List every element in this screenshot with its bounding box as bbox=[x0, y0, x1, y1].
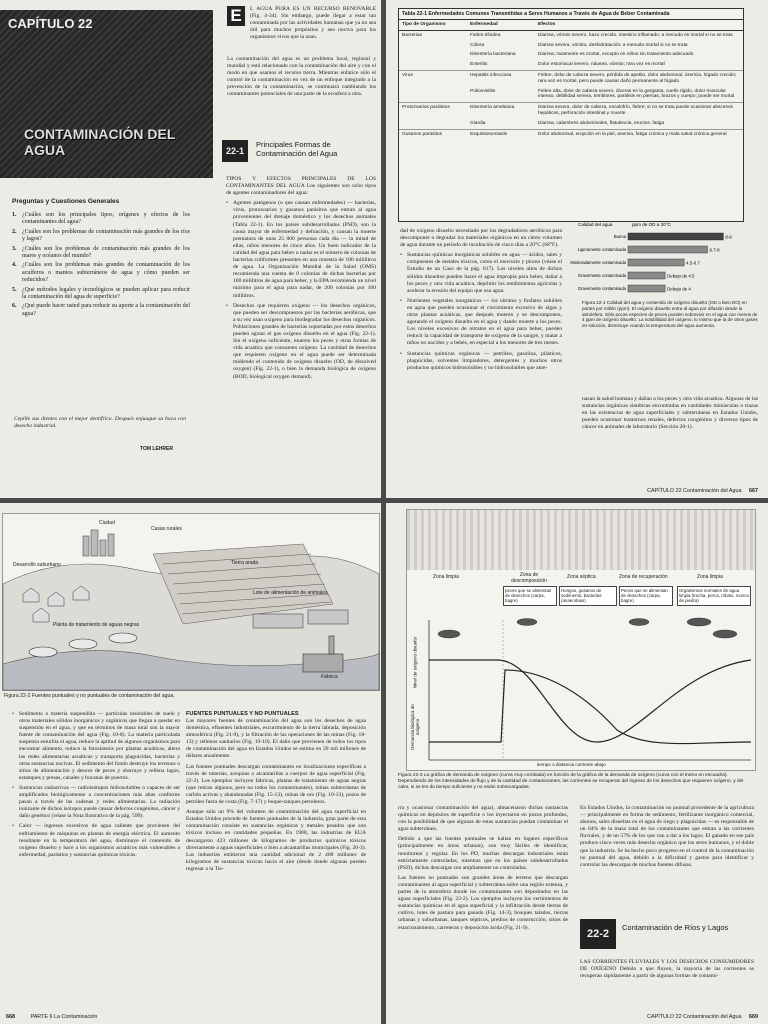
chart-bar-label: Debajo de 4 bbox=[667, 286, 691, 292]
table-row: Poliomielitis Fiebre alta, dolor de cabeza severo, úlceras en la garganta, cuello rígido, dolor muscular intenso, debilidad severa, temblores, parálisis en piernas, brazos y cuerpo; puede ser mortal bbox=[470, 88, 735, 100]
page-top-left bbox=[0, 0, 381, 498]
page-bottom-right bbox=[386, 503, 768, 1024]
chart-bar bbox=[628, 285, 665, 292]
table-row: Protozoarios parásitos Disentería amebiana Diarrea severa, dolor de cabeza, escalofrío, fiebre; si no se trata puede ocasionar abscesos hepáticos, perforación intestinal y muerte bbox=[399, 103, 743, 119]
intro-paragraph: L AGUA PURA ES UN RECURSO RENOVABLE (Fig. 4-34). Sin embargo, puede llegar a estar tan contaminada por las actividades humanas que ya no sea útil para muchos propósitos y sea nociva para los organismos vivos que la usan. bbox=[250, 6, 376, 41]
chart-bar-label: 8-9 bbox=[725, 234, 732, 240]
zone-label: Zona limpia bbox=[433, 574, 459, 580]
chart-bar bbox=[628, 233, 723, 240]
label-urban: Casas rurales bbox=[151, 526, 182, 532]
oxygen-curves bbox=[407, 510, 755, 770]
label-plant: Planta de tratamiento de aguas negras bbox=[53, 622, 140, 628]
zone-label: Zona de recuperación bbox=[619, 574, 668, 580]
right-column-text: En Estados Unidos, la contaminación no puntual procedente de la agricultura — principalmente en forma de sedimento, fertilizante inorgánico comercial, abonos, sales disueltas en el agua de riego y plaguicidas — es responsable de un 64% de la masa total de los contaminantes que entran a las corrientes fluviales, y de un 57% de los que van a dar a los lagos. El ganado en ese país produce cinco veces más desecho orgánico que los seres humanos, y el doble que la industria. Se ha hecho poco progreso en el control de la contaminación no puntual del agua, debido a la dificultad y gastos para identificar y controlar las descargas de muchas fuentes difusas. bbox=[580, 805, 754, 868]
question-item: 6. ¿Qué puede hacer usted para reducir su aporte a la contaminación del agua? bbox=[12, 303, 190, 317]
zone-label: Zona séptica bbox=[567, 574, 596, 580]
fauna-box: peces que se alimentan de desechos (carpa, bagre) bbox=[503, 586, 557, 606]
right-column-text: FUENTES PUNTUALES Y NO PUNTUALES Las mayores fuentes de contaminación del agua son los desechos de agua doméstica, efluentes industriales, escurrimiento de la tierra labrada, deposición atmosférica (Fig. 21-9), y la filtración de las operaciones de las minas (Fig. 18-13) y rellenos sanitarios (Fig. 19-10). El daño que provienen de todos los tipos de contaminación del agua en Estados Unidos se estima en 20 mil millones de dólares anualmente. Las fuentes puntuales descargan contaminantes en localizaciones específicas a través de tuberías, acequias o alcantarillas a cuerpos de agua superficial (Fig. 22-2). Los ejemplos incluyen fábricas, plantas de tratamiento de aguas negras (que retiran algunos, pero no todos los contaminantes), minas subterráneas de carbón activas y abandonadas (Fig. 15-13), minas de oro (Fig. 10-13), pozos de petróleo fuera de costa (Fig. 7-17) y buque-tanques petroleros. Aunque sólo un 9% del volumen de contaminación del agua superficial en Estados Unidos procede de fuentes puntuales de la industria, gran parte de esta contaminación consiste en sustancias orgánicas y metales pesados que son tóxicos incluso en cantidades pequeñas. En 1988, las industrias de EUA descargaron 423 millones de kilogramos de productos químicos tóxicos directamente a aguas superficiales o bien a alcantarillas municipales (Fig. 20-3). Las industrias emitieron una cantidad adicional de 2 400 millones de kilogramos de sustancias tóxicas hacia el aire (desde donde algunas pueden regresar a la Tie- bbox=[186, 711, 366, 872]
right-column-text: LAS CORRIENTES FLUVIALES Y LOS DESECHOS CONSUMIDORES DE OXÍGENO Debido a que fluyen, la mayoría de las corrientes se recuperan rápidamente a partir de algunas formas de contami- bbox=[580, 959, 754, 980]
chart-bar bbox=[628, 259, 684, 266]
fauna-box: Peces que se alimentan de desechos (carpa, bagre) bbox=[619, 586, 673, 606]
label-city: Ciudad bbox=[99, 520, 115, 526]
disease-table bbox=[398, 8, 744, 222]
figure-caption: Figura 22-3 La gráfica de demanda de oxígeno (curva muy combada) en función de la gráfica de la demanda de oxígeno (curva con el tramo en escuadra). Dependiendo de los intensidades de flujo y de la cantidad de contaminantes, las corrientes se recuperan del ingreso de los desechos que requieren oxígeno, y del calor, si se les da tiempo suficiente y no están sobrecargadas. bbox=[398, 773, 744, 790]
chart-bar-label: 6.7-8 bbox=[709, 247, 720, 253]
body-text: TIPOS Y EFECTOS PRINCIPALES DE LOS CONTAMINANTES DEL AGUA Los siguientes son ocho tipos de agentes contaminadores del agua: • Agentes patógenos (o que causan enfermedades) — bacterias, virus, protozoarios y gusanos parásitos que entran al agua provenientes del drenaje doméstico y los desechos animales (Tabla 22-1). En los países subdesarrollados (PSD), son la causa mayor de enfermedad y defunción, y causan la muerte prematura de unas 25 000 personas cada día — la mitad de ellas, niños menores de cinco años. Un buen indicador de la calidad del agua para beber o nadar es el número de colonias de bacterias coliformes presentes en una muestra de 100 mililitros de agua. La Organización Mundial de la Salud (OMS) recomienda una cuenta de 0 colonias de dichas bacterias por 100 mililitros de agua para beber, y la EPA recomienda un nivel máximo para el agua para nadar, de 200 colonias por 100 mililitros. • Desechos que requieren oxígeno — los desechos orgánicos, que pueden ser descompuestos por las bacterias aeróbicas, que a su vez usan oxígeno para biodegradar los desechos orgánicos. Poblaciones grandes de bacterias soportadas por estos desechos pueden agotar el gas oxígeno disuelto en el agua (Fig. 22-1). Sin el oxígeno suficiente, mueren los peces y otras formas de vida acuática que consumen oxígeno. La cantidad de desechos que requieren oxígeno en el agua puede ser determinada midiendo el contenido de oxígeno disuelto (OD, de dissolved oxygen) (Fig. 22-1), o bien la demanda biológica de oxígeno (BOD, biological oxygen demand). bbox=[226, 176, 376, 494]
page-footer: CAPÍTULO 22 Contaminación del Agua 669 bbox=[647, 1014, 758, 1020]
page-footer: 668 PARTE 6 La Contaminación bbox=[6, 1014, 98, 1020]
chart-category-label: Moderadamente contaminada bbox=[570, 260, 626, 265]
chart-xlabel: ppm de OD a 20°C bbox=[632, 222, 671, 227]
landscape-illustration bbox=[2, 513, 380, 691]
label-farm: Tierra arada bbox=[231, 560, 259, 566]
quote: Cepille sus dientes con el mejor dentífrico. Después enjuague su boca con desecho industrial. bbox=[14, 416, 186, 430]
fauna-box: Organismos normales de agua limpia (trucha, perca, róbalo, mosca de piedra) bbox=[677, 586, 751, 606]
page-footer: CAPÍTULO 22 Contaminación del Agua 667 bbox=[647, 488, 758, 494]
figure-caption: Figura 22-2 Fuentes puntuales y no puntuales de contaminación del agua. bbox=[4, 693, 175, 699]
page-bottom-left bbox=[0, 503, 381, 1024]
chart-bar-label: 4.5-6.7 bbox=[686, 260, 700, 266]
chart-category-label: Ligeramente contaminada bbox=[577, 247, 626, 252]
table-row: Gusanos parásitos Esquistosomiasis Dolor abdominal, erupción en la piel, anemia, fatiga crónica y mala salud crónica general bbox=[399, 129, 743, 139]
chart-category-label: Gravemente contaminada bbox=[577, 273, 626, 278]
chart-bar bbox=[628, 272, 665, 279]
chart-bar bbox=[628, 246, 708, 253]
page-top-right bbox=[386, 0, 768, 498]
chart-ylabel: Calidad del agua bbox=[578, 222, 613, 227]
left-column-text: dad de oxígeno disuelto necesitado por los degradadores aeróbicos para descomponer o degradar los materiales orgánicos en un cierto volumen de agua durante un período de incubación de cinco días a 20°C (68°F). • Sustancias químicas inorgánicas solubles en agua — ácidos, sales y compuestos de metales tóxicos, como el mercurio y plomo (véase el Estudio de un Caso de la pág. 617). Los niveles altos de dichos sólidos disueltos pueden hacer el agua impropia para beber, dañar a los peces y otra vida acuática, deprimir los rendimientos agrícolas y acelerar la erosión del equipo que usa agua. • Nutrientes vegetales inorgánicos — los nitratos y fosfatos solubles en agua que pueden ocasionar el crecimiento excesivo de algas y otras plantas acuáticas, que después mueren y se descomponen, agotando el oxígeno disuelto en el agua y dando muerte a los peces. Los niveles excesivos de nitratos en el agua para beber, pueden reducir la capacidad de transporte de oxígeno de la sangre, y matar a niños no nacidos y a bebés, en especial a los menores de tres meses. • Sustancias químicas orgánicas — petróleo, gasolina, plásticos, plaguicidas, solventes limpiadores, detergentes y muchos otros productos químicos hidrosolubles y no hidrosolubles que ame- bbox=[400, 228, 562, 486]
table-row: Giardia Diarrea, calambres abdominales, flatulencia, eructos, fatiga bbox=[470, 120, 665, 126]
col-header: Tipo de Organismo bbox=[402, 22, 446, 27]
left-column-text: rra y ocasionar contaminación del agua), almacenaron dichas sustancias químicas en depósitos de superficie o los inyectaron en pozos profundos, con la posibilidad de que algunas de estas sustancias puedan contaminar el agua subterránea. Debido a que las fuentes puntuales se hallan en lugares específicos (principalmente en áreas urbanas), son muy fáciles de identificar, monitorear y regular. En los PD, muchas descargas industriales están estrictamente controladas, mientras que en los países subdesarrollados (PSD), dichas descargas son ampliamente no controladas. Las fuentes no puntuales son grandes áreas de terreno que descargan contaminantes al agua superficial y subterránea sobre una región extensa, y partes de la atmósfera donde los contaminantes son depositados en las aguas superficiales (Fig. 22-2). Los ejemplos incluyen los vertimientos de sustancias químicas en el agua superficial y la infiltración desde tierras de cultivo, lotes de pastura para ganado (Fig. 14-3), bosques talados, tierras urbanas y suburbanas, tanques sépticos, predios de construcción, sitios de estacionamiento, carreteras y deposición ácida (Fig. 21-9). bbox=[398, 805, 568, 931]
fauna-box: Hongos, gusanos de sedimento, bacterias (anaerobias) bbox=[559, 586, 617, 606]
label-suburb: Desarrollo suburbano bbox=[13, 562, 61, 568]
chapter-banner bbox=[0, 10, 213, 178]
left-column-text: • Sedimento o materia suspendida — partículas insolubles de suelo y otros materiales sólidos inorgánicos y orgánicos que llegan a quedar en suspensión en el agua, y que en términos de masa total son la mayor fuente de contaminación del agua (Fig. 10-8). La materia particulada suspensa enturbia el agua, reduce la aptitud de algunos organismos para encontrar alimento, reduce la fotosíntesis por plantas acuáticas, altera las redes alimentarias acuáticas y transporta plaguicidas, bacterias y otras sustancias nocivas. El sedimento del fondo destruye los terrenos o sitios de alimentación y desove de peces y obstruye y rellena lagos, estanques y presas, canales y bocanas de puertos. • Sustancias radiactivas — radioisótopos hidrosolubles o capaces de ser amplificados biológicamente a concentraciones más altas conforme pasan a través de las cadenas y redes alimentarias. La radiación ionizante de dichos isótopos puede causar defectos congénitos, cáncer y daño genético (véase la Nota Ilustrativa de la pág. 599). • Calor — ingresos excesivos de agua caliente que provienen del enfriamiento de máquinas en plantas de energía eléctrica. El aumento resultante en la temperatura del agua, disminuye el contenido de oxígeno disuelto y hace a los organismos acuáticos más vulnerables a enfermedad, parásitos y sustancias químicas tóxicas. bbox=[12, 711, 180, 1001]
col-header: Efectos bbox=[538, 22, 556, 27]
questions-list bbox=[12, 212, 190, 320]
right-column-text: nazan la salud humana y dañan a los peces y otra vida acuática. Algunas de las sustancias orgánicas sintéticas encontradas en cantidades minúsculas o trazas en las existencias de agua superficiales y subterráneas en Estados Unidos, pueden ocasionar trastornos renales, defectos congénitos y diversos tipos de cáncer en animales de laboratorio (Sección 20-1). bbox=[582, 396, 758, 431]
intro-paragraph: La contaminación del agua es un problema local, regional y mundial y está relacionado con la contaminación del aire y con el modo en que usamos el recurso tierra. Mientras enfatice sólo el control de la contaminación en vez de un enfoque integrado a la prevención de la contaminación, se continuará cambiando los contaminantes potenciales de una parte de la ecosfera a otra. bbox=[227, 56, 376, 98]
stream-diagram bbox=[406, 509, 756, 771]
question-item: 2. ¿Cuáles son los problemas de contaminación más grandes de los ríos y lagos? bbox=[12, 228, 190, 243]
question-item: 3. ¿Cuáles son los problemas de contaminación más grandes de los mares y océanos del mundo? bbox=[12, 245, 190, 260]
question-item: 1. ¿Cuáles son los principales tipos, orígenes y efectos de los contaminantes del agua? bbox=[12, 212, 190, 226]
section-number: 22-1 bbox=[222, 140, 248, 162]
y-axis-label-top: Nivel de oxígeno disuelto bbox=[412, 636, 418, 689]
chart-category-label: Gravemente contaminada bbox=[577, 286, 626, 291]
section-title: Contaminación de Ríos y Lagos bbox=[622, 923, 729, 932]
quote-author: TOM LEHRER bbox=[140, 446, 173, 452]
table-row: Virus Hepatitis infecciosa Fiebre, dolor de cabeza severo, pérdida de apetito, dolor abdominal, ictericia, hígado crecido; rara vez es mortal, pero puede causar daño permanente al hígado bbox=[399, 70, 743, 86]
question-item: 4. ¿Cuáles son los problemas más grandes de contaminación de los acuíferos o mantos subterráneos de agua y cómo pueden ser reducidos? bbox=[12, 262, 190, 284]
label-feedlot: Lote de alimentación de animales bbox=[253, 590, 328, 596]
table bbox=[399, 20, 743, 139]
figure-caption: Figura 22-1 Calidad del agua y contenido de oxígeno disuelto (OD o bien DO) en partes por millón (ppm). El oxígeno disuelto entra al agua por difusión desde la atmósfera. Sólo pocas especies de peces pueden sobrevivir en el agua con menos de 4 ppm de oxígeno disuelto. La solubilidad del oxígeno, lo mismo que la de otros gases en solución, disminuye cuando la temperatura del agua aumenta. bbox=[582, 300, 758, 329]
chapter-label: CAPÍTULO 22 bbox=[8, 16, 93, 31]
label-factory: Fábrica bbox=[321, 674, 338, 680]
table-row: Disentería bacteriana Diarrea; raramente es mortal, excepto en niños sin tratamiento adecuado bbox=[470, 52, 694, 58]
section-number: 22-2 bbox=[580, 919, 616, 949]
table-row: Bacterias Fiebre tifoidea Diarrea, vómito severo, bazo crecido, intestino inflamado; a menudo es mortal si no se trata bbox=[402, 32, 733, 38]
table-header-row bbox=[399, 20, 743, 30]
y-axis-label-bottom: Demanda biológica de oxígeno bbox=[410, 704, 420, 750]
table-row: Enteritis Dolor estomacal severo, náusea, vómito; rara vez es mortal bbox=[470, 62, 665, 68]
drop-cap: E bbox=[227, 6, 245, 26]
chapter-title: CONTAMINACIÓN DEL AGUA bbox=[24, 126, 176, 158]
table-row: Cólera Diarrea severa, vómito, deshidratación; a menudo mortal si no se trata bbox=[470, 42, 688, 48]
zone-label: Zona limpia bbox=[697, 574, 723, 580]
question-item: 5. ¿Qué métodos legales y tecnológicos se pueden aplicar para reducir la contaminación del agua de superficie? bbox=[12, 286, 190, 301]
do-bar-chart bbox=[570, 220, 758, 300]
col-header: Enfermedad bbox=[470, 22, 498, 27]
chart-category-label: Buena bbox=[613, 234, 626, 239]
landscape-drawing bbox=[3, 514, 379, 690]
questions-heading: Preguntas y Cuestiones Generales bbox=[12, 198, 120, 205]
section-title: Principales Formas de Contaminación del Agua bbox=[256, 140, 338, 158]
x-axis-label: tiempo o distancia corriente abajo bbox=[537, 762, 606, 767]
table-title: Tabla 22-1 Enfermedades Comunes Transmitidas a Seres Humanos a Través de Agua de Beber Contaminada bbox=[399, 9, 743, 20]
chart-bar-label: Debajo de 4.5 bbox=[667, 273, 695, 279]
zone-label: Zona de descomposición bbox=[511, 572, 547, 584]
